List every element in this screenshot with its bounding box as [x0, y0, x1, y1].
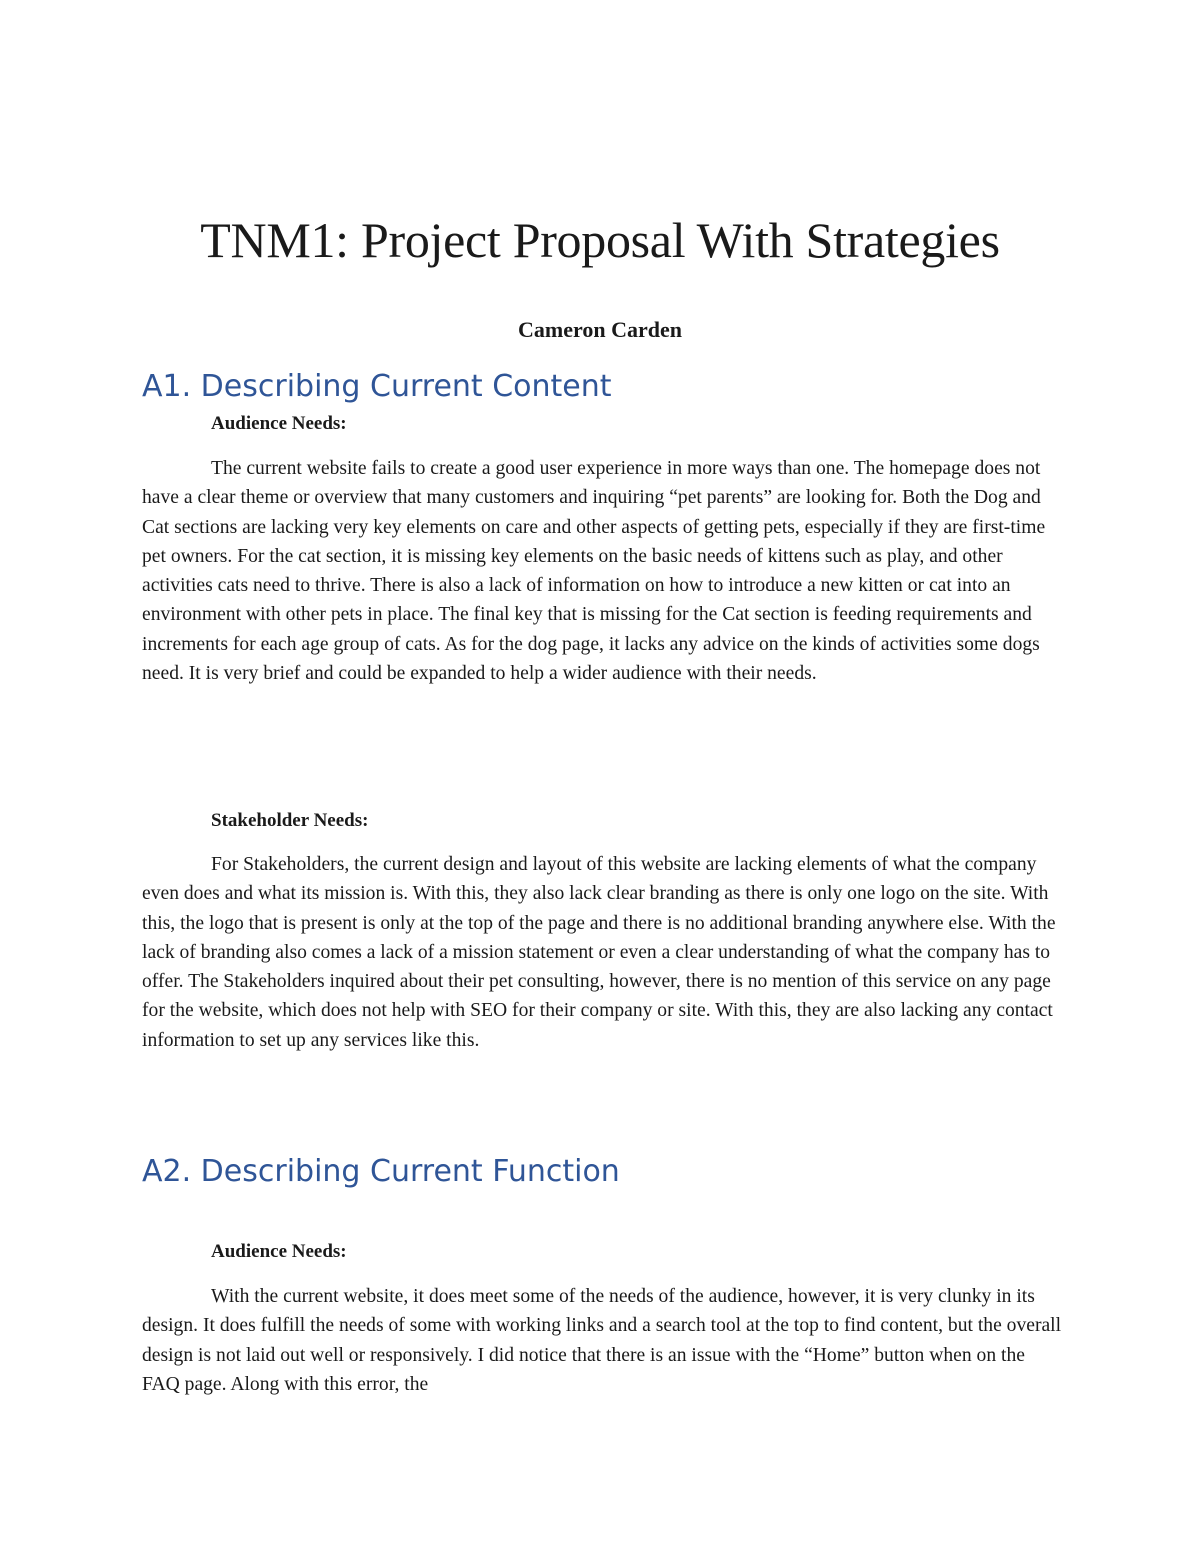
paragraph-stakeholder-needs: For Stakeholders, the current design and layout of this website are lacking elements of what the company even does and what its mission is. With this, they also lack clear branding as there is only one logo on the site. With this, the logo that is present is only at the top of the page and there is no additional branding anywhere else. With the lack of branding also comes a lack of a mission statement or even a clear understanding of what the company has to offer. The Stakeholders inquired about their pet consulting, however, there is no mention of this service on any page for the website, which does not help with SEO for their company or site. With this, they are also lacking any contact information to set up any services like this. — [142, 854, 1056, 1051]
paragraph-audience-needs-a2: With the current website, it does meet some of the needs of the audience, however, it is very clunky in its design. It does fulfill the needs of some with working links and a search tool at the top to find content, but the overall design is not laid out well or responsively. I did notice that there is an issue with the “Home” button when on the FAQ page. Along with this error, the — [142, 1286, 1062, 1395]
section-heading-a2: A2. Describing Current Function — [142, 1154, 620, 1189]
subheading-audience-needs-a2: Audience Needs: — [211, 1241, 347, 1262]
section-heading-a1: A1. Describing Current Content — [142, 369, 612, 404]
subheading-audience-needs: Audience Needs: — [211, 413, 347, 434]
document-author: Cameron Carden — [518, 317, 682, 342]
paragraph-audience-needs: The current website fails to create a good user experience in more ways than one. The homepage does not have a clear theme or overview that many customers and inquiring “pet parents” are looking for. Both the Dog and Cat sections are lacking very key elements on care and other aspects of getting pets, especially if they are first-time pet owners. For the cat section, it is missing key elements on the basic needs of kittens such as play, and other activities cats need to thrive. There is also a lack of information on how to introduce a new kitten or cat into an environment with other pets in place. The final key that is missing for the Cat section is feeding requirements and increments for each age group of cats. As for the dog page, it lacks any advice on the kinds of activities some dogs need. It is very brief and could be expanded to help a wider audience with their needs. — [142, 458, 1046, 685]
subheading-stakeholder-needs: Stakeholder Needs: — [211, 810, 369, 831]
document-title: TNM1: Project Proposal With Strategies — [200, 212, 1000, 268]
